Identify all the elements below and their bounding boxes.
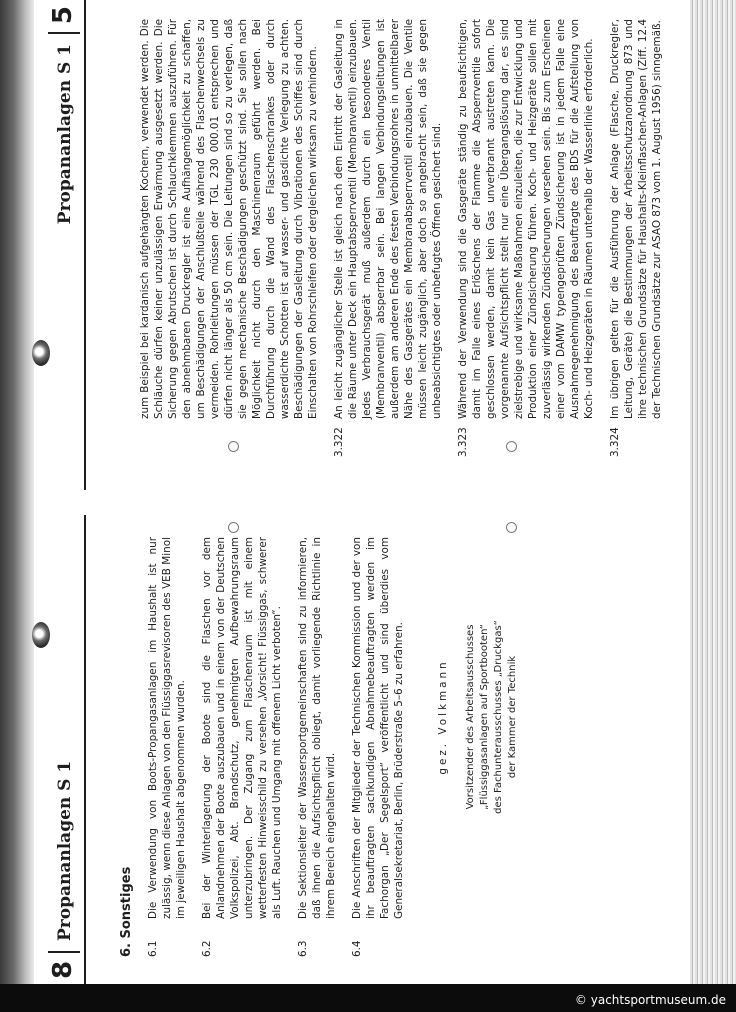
paragraph [456, 19, 596, 457]
left-running-head: Propananlagen S 1 [55, 760, 75, 941]
paragraph-number: 3.324 [609, 427, 621, 457]
header-divider [48, 951, 80, 953]
paragraph-text: Die Sektionsleiter der Wassersportgemeinschaften sind zu informieren, daß ihnen die Aufsichtspflicht obliegt, damit vorliegende Richtlinie in ihrem Bereich eingehalten wird. [297, 537, 337, 919]
signature-line: Vorsitzender des Arbeitsausschusses [465, 624, 476, 810]
signature-line: „Flüssiggasanlagen auf Sportbooten“ [479, 624, 490, 810]
rotated-page-spread [42, 0, 682, 985]
paragraph-number: 3.323 [457, 427, 469, 457]
paragraph [350, 537, 406, 957]
paragraph-text: Während der Verwendung sind die Gasgeräte ständig zu beaufsichtigen, damit im Falle eines Erlöschens der Flamme die Absperrventile sofort geschlossen werden, damit kein Gas unverbrannt austreten kann. Die vorgenannte Aufsichtspflicht stellt nur eine Übergangslösung dar, es sind zielstrebige und wirksame Maßnahmen einzuleiten, die zur Entwicklung und Produktion einer Zündsicherung führen. Koch- und Heizgeräte sollen mit zuverlässig wirkenden Zündsicherungen versehen sein. Bis zum Erscheinen einer vom DAMW typengeprüften Zündsicherung ist in jedem Falle eine Ausnahmegenehmigung des Beauftragte des BDS für die Aufstellung von Koch- und Heizgeräten in Räumen unterhalb der Wasserlinie erforderlich. [457, 19, 595, 419]
paragraph-number: 6.1 [147, 940, 159, 957]
paragraph [332, 19, 444, 457]
book-binding-edge [0, 0, 34, 1012]
paragraph [146, 537, 188, 957]
paragraph-number: 6.4 [351, 940, 363, 957]
footer-bar [0, 984, 736, 1012]
right-page-header [42, 0, 86, 490]
signature-name: gez. Volkmann [437, 659, 449, 775]
header-divider [48, 32, 80, 34]
continuation-text: zum Beispiel bei kardanisch aufgehängten Kochern, verwendet werden. Die Schläuche dürfen keiner unzulässigen Erwärmung ausgesetzt werden. Die Sicherung gegen Abrutschen ist durch Schlauchklemmen auszuführen. Für den abnehmbaren Druckregler ist eine Aufhängemöglichkeit zu schaffen, um Beschädigungen der Anschlußteile während des Flaschenwechsels zu vermeiden. Rohrleitungen müssen der TGL 230 000.01 entsprechen und dürfen nicht länger als 50 cm sein. Die Leitungen sind so zu verlegen, daß sie gegen mechanische Beschädigungen geschützt sind. Sie sollen nach Möglichkeit nicht durch den Maschinenraum geführt werden. Bei Durchführung durch die Wand des Flaschenschrankes oder durch wasserdichte Schotten ist auf wasser- und gasdichte Verlegung zu achten. Beschädigungen der Gasleitung durch Vibrationen des Schiffes sind durch Einschalten von Rohrschleifen oder dergleichen wirksam zu verhindern. [139, 19, 319, 419]
paragraph-number: 6.3 [297, 940, 309, 957]
left-page-body [120, 537, 520, 957]
copyright-watermark: © yachtsportmuseum.de [574, 993, 726, 1007]
paragraph-number: 6.2 [201, 940, 213, 957]
right-page-number: 5 [48, 6, 78, 25]
paragraph [296, 537, 338, 957]
paragraph-number: 3.322 [333, 427, 345, 457]
section-heading: 6. Sonstiges [119, 866, 134, 957]
paragraph-text: An leicht zugänglicher Stelle ist gleich nach dem Eintritt der Gasleitung in die Räume unter Deck ein Hauptabsperrventil (Membranventil) einzubauen. Jedes Verbrauchsgerät muß außerdem durch ein besonderes Ventil (Membranventil) absperrbar sein. Bei langen Verbindungsleitungen ist außerdem am anderen Ende des festen Verbindungsrohres in unmittelbarer Nähe des Gasgerätes ein Membranabsperrventil einzubauen. Die Ventile müssen leicht zugänglich, aber doch so angebracht sein, daß sie gegen unbeabsichtigtes oder unbefugtes Öffnen gesichert sind. [333, 19, 443, 419]
signature-line: des Fachunterausschusses „Druckgas“ [493, 620, 504, 814]
paragraph-text: Im übrigen gelten für die Ausführung der Anlage (Flasche, Druckregler, Leitung, Geräte) die Bestimmungen der Arbeitsschutzanordnung 873 und ihre technischen Grundsätze für Haushalts-Kleinflaschen-Anlagen (Ziff. 12.4 der Technischen Grundsätze zur ASAO 873 vom 1. August 1956) sinngemäß. [609, 19, 663, 419]
page-stack-edge [690, 0, 736, 985]
paragraph [200, 537, 284, 957]
right-running-head: Propananlagen S 1 [55, 44, 75, 225]
left-page-number: 8 [48, 960, 78, 979]
left-page-header [42, 515, 86, 985]
paragraph-text: Die Verwendung von Boots-Propangasanlagen im Haushalt ist nur zulässig, wenn diese Anlagen von den Flüssiggasrevisoren des VEB Minol im jeweiligen Haushalt abgenommen wurden. [147, 537, 187, 919]
signature-block [436, 537, 520, 957]
paragraph-text: Bei der Winterlagerung der Boote sind die Flaschen vor dem Anlandnehmen der Boote auszubauen und in einem von der Deutschen Volkspolizei, Abt. Brandschutz, genehmigten Aufbewahrungsraum unterzubringen. Der Zugang zum Flaschenraum ist mit einem wetterfesten Hinweisschild zu versehen „Vorsicht! Flüssiggas, schwerer als Luft. Rauchen und Umgang mit offenem Licht verboten“. [201, 537, 283, 919]
paragraph-text: Die Anschriften der Mitglieder der Technischen Kommission und der von ihr beauftragten sachkundigen Abnahmebeauftragten werden im Fachorgan „Der Segelsport“ veröffentlicht und sind überdies vom Generalsekretariat, Berlin, Brüderstraße 5–6 zu erfahren. [351, 537, 405, 919]
paragraph [608, 19, 664, 457]
signature-line: der Kammer der Technik [507, 655, 518, 779]
right-page-body [138, 19, 676, 457]
